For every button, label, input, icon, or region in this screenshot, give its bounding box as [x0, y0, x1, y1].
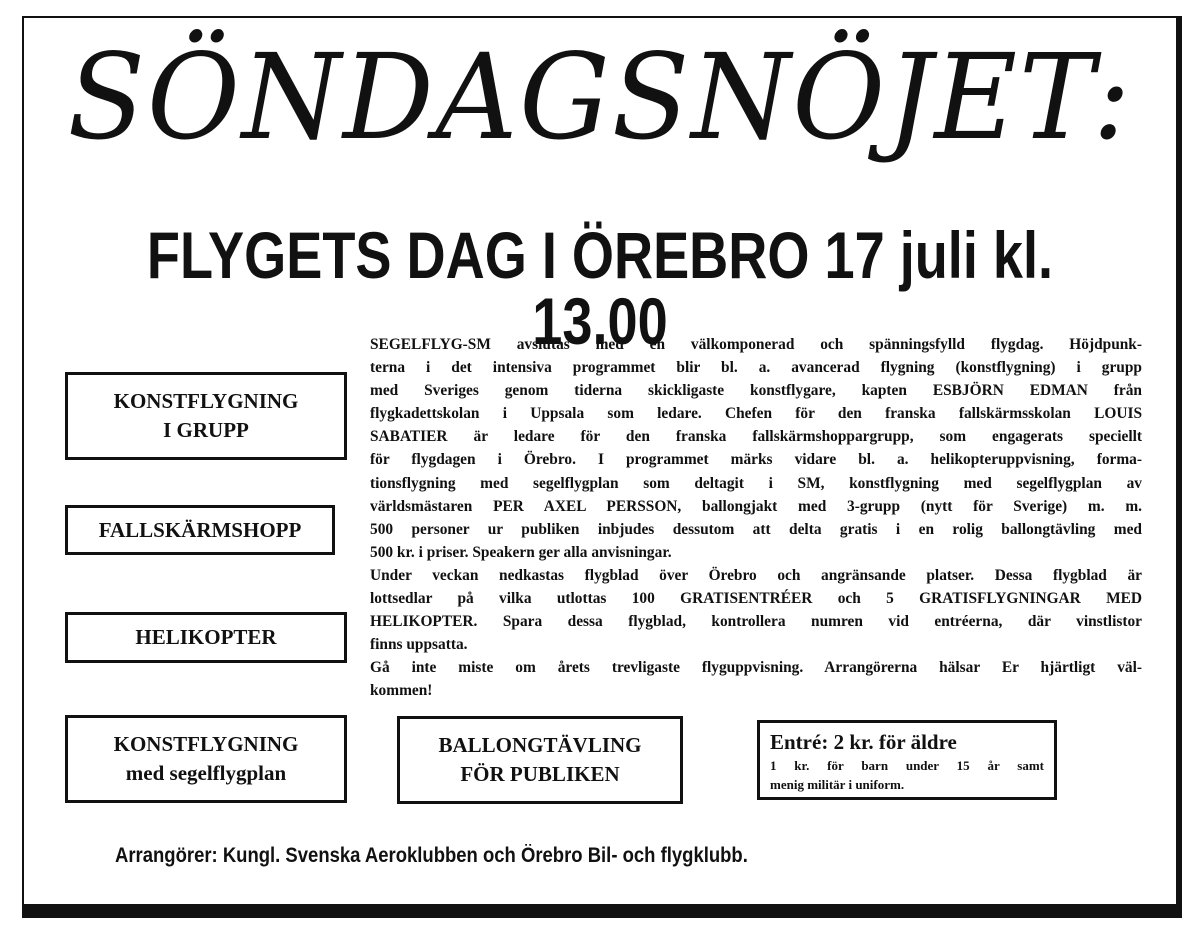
box-ballongtavling: [397, 716, 683, 804]
body-line: 500 kr. i priser. Speakern ger alla anvisningar.: [370, 543, 672, 561]
box-konstflygning-segelflygplan: [65, 715, 347, 803]
body-line: lottsedlar på vilka utlottas 100 GRATISENTRÉER och 5 GRATISFLYGNINGAR MED: [370, 590, 1142, 608]
body-line: med Sveriges genom tiderna skickligaste konstflygare, kapten ESBJÖRN EDMAN från: [370, 382, 1142, 400]
body-line: Under veckan nedkastas flygblad över Örebro och angränsande platser. Dessa flygblad är: [370, 566, 1142, 584]
body-line: 500 personer ur publiken inbjudes dessutom att delta gratis i en rolig ballongtävling med: [370, 520, 1142, 538]
headline: SÖNDAGSNÖJET:: [67, 28, 1133, 166]
box-helikopter: [65, 612, 347, 663]
box-line: BALLONGTÄVLING: [438, 733, 642, 757]
entre-line: menig militär i uniform.: [770, 777, 905, 792]
bottom-rule: [22, 904, 1182, 918]
body-line: flygkadettskolan i Uppsala som ledare. Chefen för den franska fallskärmsskolan LOUIS: [370, 405, 1142, 423]
box-line: HELIKOPTER: [135, 625, 277, 649]
body-line: terna i det intensiva programmet blir bl. a. avancerad flygning (konstflygning) i grupp: [370, 359, 1142, 377]
body-line: HELIKOPTER. Spara dessa flygblad, kontrollera numren vid entréerna, där vinstlistor: [370, 613, 1142, 631]
subheadline: FLYGETS DAG I ÖREBRO 17 juli kl. 13.00: [146, 218, 1054, 358]
box-line: med segelflygplan: [125, 761, 287, 785]
body-line: för flygdagen i Örebro. I programmet märks vidare bl. a. helikopteruppvisning, forma-: [370, 451, 1142, 469]
box-line: I GRUPP: [163, 418, 249, 442]
body-line: SEGELFLYG-SM avslutas med en välkomponerad och spänningsfylld flygdag. Höjdpunk-: [370, 336, 1142, 353]
body-text: [370, 333, 1142, 703]
organizers: Arrangörer: Kungl. Svenska Aeroklubben och Örebro Bil- och flygklubb.: [115, 844, 748, 867]
body-line: världsmästaren PER AXEL PERSSON, ballongjakt med 3-grupp (nytt för Sverige) m. m.: [370, 497, 1142, 515]
box-line: FALLSKÄRMSHOPP: [98, 517, 302, 542]
body-line: kommen!: [370, 682, 433, 700]
body-line: Gå inte miste om årets trevligaste flyguppvisning. Arrangörerna hälsar Er hjärtligt väl-: [370, 659, 1142, 677]
body-line: SABATIER är ledare för den franska fallskärmshoppargrupp, som engagerats speciellt: [370, 428, 1142, 446]
entre-line: 1 kr. för barn under 15 år samt: [770, 758, 1044, 773]
body-line: tionsflygning med segelflygplan som deltagit i SM, konstflygning med segelflygplan av: [370, 474, 1142, 492]
box-entre-prices: [757, 720, 1057, 800]
box-line: FÖR PUBLIKEN: [460, 762, 620, 786]
box-line: KONSTFLYGNING: [113, 389, 299, 413]
box-line: KONSTFLYGNING: [113, 732, 299, 756]
box-konstflygning-grupp: [65, 372, 347, 460]
body-line: finns uppsatta.: [370, 636, 468, 654]
entre-main: Entré: 2 kr. för äldre: [770, 730, 957, 754]
box-fallskarmshopp: [65, 505, 335, 555]
